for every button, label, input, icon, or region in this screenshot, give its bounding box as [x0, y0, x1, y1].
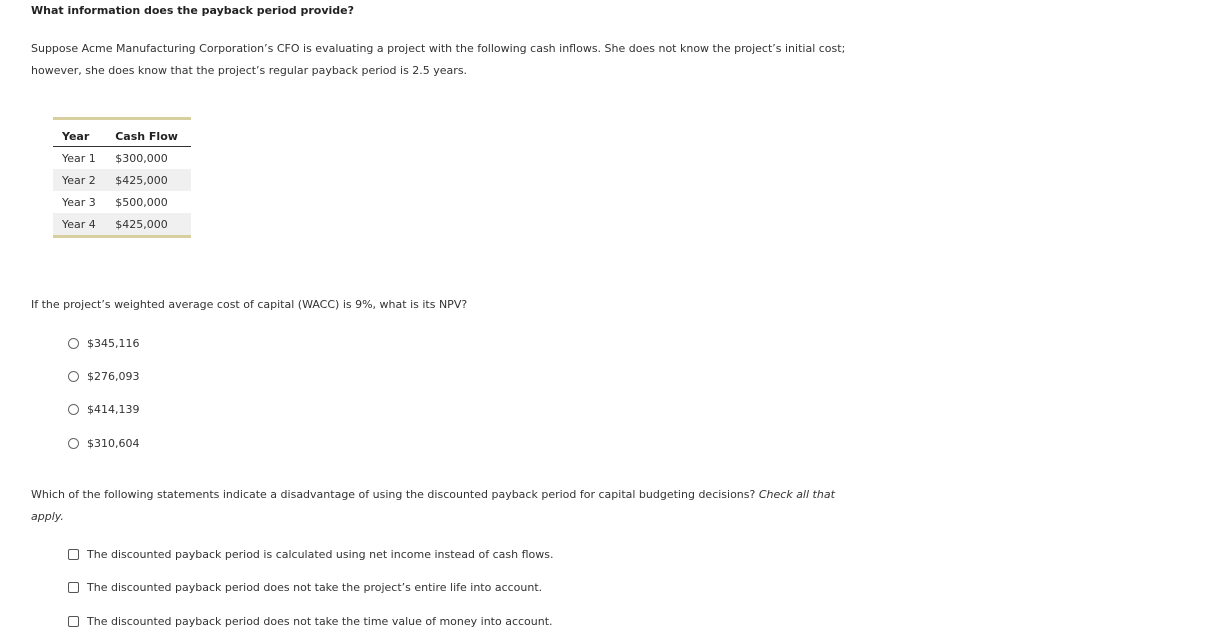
- table-row: [53, 147, 191, 170]
- year-cell: Year 3: [62, 195, 96, 209]
- question-line-2: [31, 506, 871, 528]
- npv-option-1[interactable]: [68, 337, 140, 350]
- cash-flow-cell: $300,000: [115, 151, 168, 165]
- option-label: The discounted payback period does not take the project’s entire life into account.: [87, 581, 543, 594]
- disadvantage-option-2[interactable]: [68, 581, 542, 594]
- table-header-cash-flow: Cash Flow: [106, 126, 191, 147]
- checkbox[interactable]: [68, 549, 79, 560]
- radio-button[interactable]: [68, 404, 79, 415]
- table-row: [53, 191, 191, 213]
- npv-option-4[interactable]: [68, 437, 140, 450]
- cash-flow-cell: $425,000: [106, 169, 191, 191]
- table-row: [53, 169, 191, 191]
- table-row: [53, 213, 191, 235]
- option-label: $276,093: [87, 370, 140, 383]
- disadvantage-option-3[interactable]: [68, 615, 553, 628]
- intro-line-2: however, she does know that the project’s regular payback period is 2.5 years.: [31, 64, 468, 77]
- option-label: $310,604: [87, 437, 140, 450]
- checkbox[interactable]: [68, 616, 79, 627]
- question-line-1: [31, 484, 871, 506]
- option-label: $345,116: [87, 337, 140, 350]
- disadvantage-question: [31, 484, 871, 528]
- year-cell: Year 1: [62, 151, 96, 165]
- radio-button[interactable]: [68, 371, 79, 382]
- option-label: The discounted payback period does not take the time value of money into account.: [87, 615, 553, 628]
- npv-option-3[interactable]: [68, 403, 140, 416]
- npv-option-2[interactable]: [68, 370, 140, 383]
- question-instruction-continued: apply.: [31, 510, 64, 523]
- option-label: $414,139: [87, 403, 140, 416]
- checkbox[interactable]: [68, 582, 79, 593]
- year-cell: Year 4: [53, 213, 106, 235]
- section-heading: What information does the payback period provide?: [31, 4, 355, 17]
- intro-paragraph: [31, 38, 911, 82]
- npv-question: If the project’s weighted average cost of capital (WACC) is 9%, what is its NPV?: [31, 298, 468, 311]
- intro-line-1: Suppose Acme Manufacturing Corporation’s CFO is evaluating a project with the following cash inflows. She does not know the project’s initial cost;: [31, 42, 846, 55]
- radio-button[interactable]: [68, 438, 79, 449]
- cash-flow-cell: $425,000: [106, 213, 191, 235]
- question-instruction: Check all that: [758, 488, 835, 501]
- cash-flow-cell: $500,000: [115, 195, 168, 209]
- question-prompt: Which of the following statements indicate a disadvantage of using the discounted payback period for capital budgeting decisions?: [31, 488, 756, 501]
- option-label: The discounted payback period is calculated using net income instead of cash flows.: [87, 548, 554, 561]
- cash-flow-table: [53, 117, 191, 238]
- radio-button[interactable]: [68, 338, 79, 349]
- year-cell: Year 2: [53, 169, 106, 191]
- disadvantage-option-1[interactable]: [68, 548, 554, 561]
- table-header-year: Year: [53, 126, 106, 147]
